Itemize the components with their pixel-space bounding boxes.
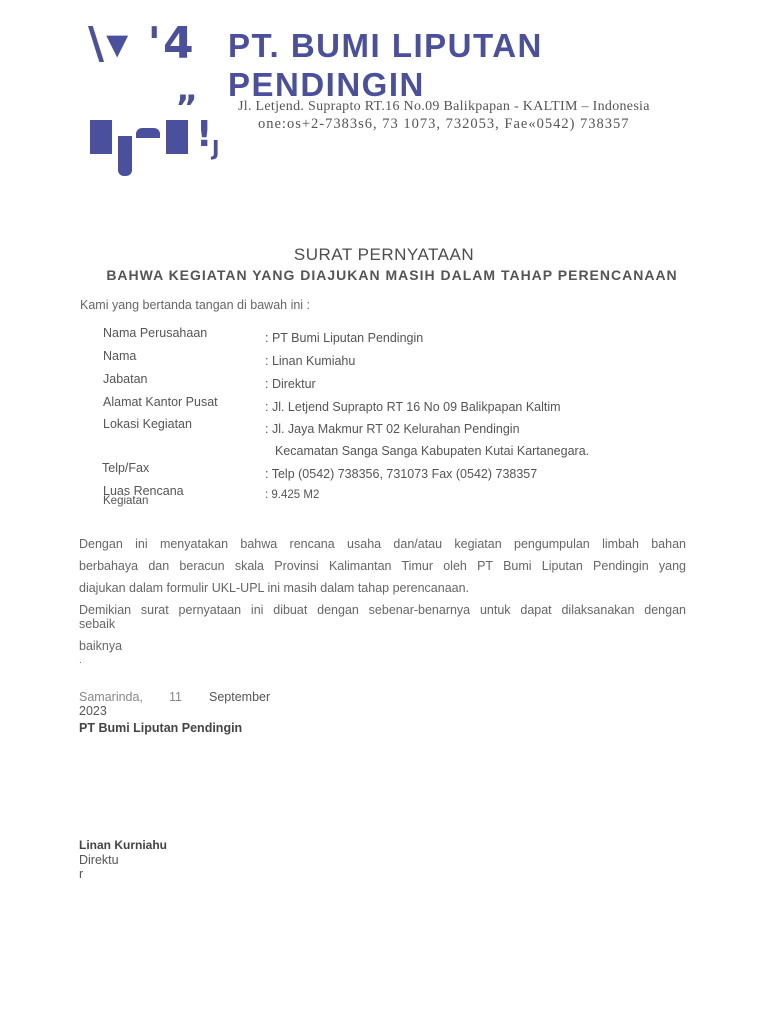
field-label-name: Nama [103, 349, 137, 363]
logo-glyph-bottom: ! [196, 114, 213, 155]
company-address: Jl. Letjend. Suprapto RT.16 No.09 Balikpapan - KALTIM – Indonesia [238, 99, 650, 114]
body-line-3: diajukan dalam formulir UKL-UPL ini masih dalam tahap perencanaan. [79, 581, 470, 595]
signatory-position: Direktu [79, 853, 119, 867]
field-value-name: : Linan Kumiahu [265, 354, 356, 368]
field-label-company: Nama Perusahaan [103, 326, 208, 340]
logo-glyph-mid: „ [176, 70, 199, 110]
field-label-activity-location: Lokasi Kegiatan [103, 417, 192, 431]
signatory-name: Linan Kurniahu [79, 838, 167, 852]
signature-company: PT Bumi Liputan Pendingin [79, 721, 243, 735]
logo-block-4 [166, 120, 188, 154]
signatory-position-2: r [79, 867, 84, 881]
field-label-planned-area: Luas Rencana [103, 484, 184, 498]
field-value-activity-location: : Jl. Jaya Makmur RT 02 Kelurahan Pendingin [265, 422, 520, 436]
logo-glyph-j: J [212, 136, 220, 160]
document-title: SURAT PERNYATAAN [293, 245, 475, 264]
company-name: PT. BUMI LIPUTAN PENDINGIN [228, 27, 543, 103]
body-line-4: Demikian surat pernyataan ini dibuat dengan sebenar-benarnya untuk dapat dilaksanakan dengan [79, 603, 686, 617]
field-value-telp-fax: : Telp (0542) 738356, 731073 Fax (0542) 738357 [265, 467, 538, 481]
company-logo [84, 18, 234, 188]
logo-block-1 [90, 120, 112, 154]
field-label-planned-area-2: Kegiatan [103, 495, 149, 507]
field-label-position: Jabatan [103, 372, 148, 386]
signature-place: Samarinda, [79, 690, 143, 704]
signature-year: 2023 [79, 704, 107, 718]
logo-block-2 [118, 136, 132, 176]
company-phone: one:os+2-7383s6, 73 1073, 732053, Fae«0542) 738357 [258, 116, 630, 132]
field-value-office-address: : Jl. Letjend Suprapto RT 16 No 09 Balikpapan Kaltim [265, 400, 561, 414]
body-line-5: sebaik [79, 617, 116, 631]
document-subtitle: BAHWA KEGIATAN YANG DIAJUKAN MASIH DALAM TAHAP PERENCANAAN [106, 267, 678, 283]
field-label-office-address: Alamat Kantor Pusat [103, 395, 218, 409]
field-value-planned-area: : 9.425 M2 [265, 489, 320, 501]
field-value-position: : Direktur [265, 377, 316, 391]
field-value-company: : PT Bumi Liputan Pendingin [265, 331, 424, 345]
body-line-6: baiknya [79, 639, 123, 653]
field-label-telp-fax: Telp/Fax [102, 461, 150, 475]
body-line-7: . [79, 655, 82, 666]
body-line-2: berbahaya dan beracun skala Provinsi Kalimantan Timur oleh PT Bumi Liputan Pendingin yang [79, 559, 686, 573]
signature-month: September [209, 690, 271, 704]
intro-text: Kami yang bertanda tangan di bawah ini : [80, 298, 311, 312]
signature-day: 11 [169, 690, 182, 704]
logo-glyph-top: \▾ '4 [88, 18, 196, 69]
logo-block-3 [136, 128, 160, 138]
field-value-activity-location-2: Kecamatan Sanga Sanga Kabupaten Kutai Kartanegara. [275, 444, 590, 458]
body-line-1: Dengan ini menyatakan bahwa rencana usaha dan/atau kegiatan pengumpulan limbah bahan [79, 537, 686, 551]
